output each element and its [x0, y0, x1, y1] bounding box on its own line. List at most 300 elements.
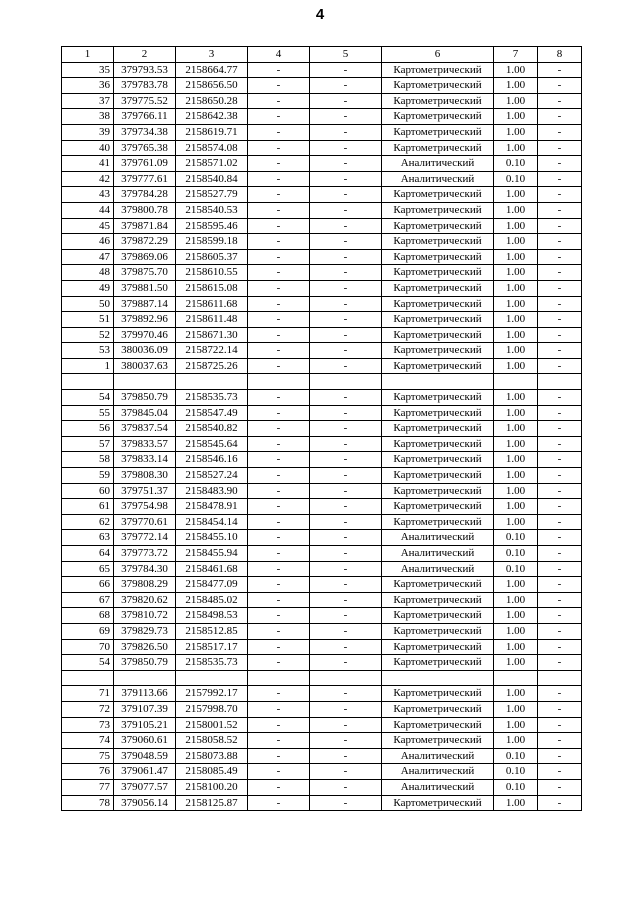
table-cell-col-2: 379881.50 — [114, 280, 176, 296]
table-cell-col-8: - — [538, 421, 582, 437]
table-cell-col-7: 1.00 — [494, 483, 538, 499]
table-row — [62, 327, 582, 343]
table-row — [62, 623, 582, 639]
table-cell-col-2: 379077.57 — [114, 779, 176, 795]
empty-cell — [382, 374, 494, 390]
table-row — [62, 779, 582, 795]
table-cell-col-2: 379060.61 — [114, 733, 176, 749]
table-cell-col-3: 2158477.09 — [176, 577, 248, 593]
empty-cell — [248, 374, 310, 390]
table-cell-col-8: - — [538, 561, 582, 577]
table-cell-col-4: - — [248, 218, 310, 234]
table-cell-col-2: 380037.63 — [114, 358, 176, 374]
table-cell-col-8: - — [538, 748, 582, 764]
table-row — [62, 358, 582, 374]
table-cell-col-1: 57 — [62, 436, 114, 452]
table-cell-col-6: Картометрический — [382, 202, 494, 218]
table-cell-col-6: Аналитический — [382, 156, 494, 172]
table-cell-col-8: - — [538, 234, 582, 250]
table-cell-col-8: - — [538, 452, 582, 468]
empty-cell — [538, 374, 582, 390]
table-cell-col-5: - — [310, 514, 382, 530]
table-cell-col-2: 379829.73 — [114, 623, 176, 639]
table-cell-col-5: - — [310, 436, 382, 452]
table-cell-col-5: - — [310, 623, 382, 639]
table-cell-col-2: 379887.14 — [114, 296, 176, 312]
table-row — [62, 717, 582, 733]
table-cell-col-2: 379875.70 — [114, 265, 176, 281]
table-cell-col-3: 2158517.17 — [176, 639, 248, 655]
table-cell-col-5: - — [310, 405, 382, 421]
table-cell-col-1: 37 — [62, 93, 114, 109]
table-cell-col-8: - — [538, 717, 582, 733]
table-cell-col-2: 379872.29 — [114, 234, 176, 250]
table-cell-col-2: 380036.09 — [114, 343, 176, 359]
column-header-6: 6 — [382, 47, 494, 63]
table-cell-col-3: 2158498.53 — [176, 608, 248, 624]
table-cell-col-5: - — [310, 327, 382, 343]
table-cell-col-8: - — [538, 78, 582, 94]
table-row — [62, 140, 582, 156]
table-cell-col-5: - — [310, 764, 382, 780]
table-cell-col-1: 72 — [62, 701, 114, 717]
table-cell-col-3: 2158656.50 — [176, 78, 248, 94]
table-cell-col-7: 1.00 — [494, 436, 538, 452]
table-cell-col-3: 2158610.55 — [176, 265, 248, 281]
table-cell-col-5: - — [310, 592, 382, 608]
table-cell-col-2: 379107.39 — [114, 701, 176, 717]
table-cell-col-1: 64 — [62, 546, 114, 562]
table-row — [62, 608, 582, 624]
table-cell-col-4: - — [248, 202, 310, 218]
table-cell-col-6: Картометрический — [382, 312, 494, 328]
table-cell-col-8: - — [538, 312, 582, 328]
table-cell-col-2: 379761.09 — [114, 156, 176, 172]
table-cell-col-7: 1.00 — [494, 701, 538, 717]
table-cell-col-8: - — [538, 187, 582, 203]
table-cell-col-4: - — [248, 779, 310, 795]
table-cell-col-1: 44 — [62, 202, 114, 218]
table-cell-col-7: 0.10 — [494, 156, 538, 172]
table-cell-col-7: 0.10 — [494, 779, 538, 795]
empty-cell — [114, 374, 176, 390]
table-row — [62, 483, 582, 499]
table-cell-col-8: - — [538, 577, 582, 593]
table-cell-col-1: 68 — [62, 608, 114, 624]
table-cell-col-3: 2158100.20 — [176, 779, 248, 795]
table-cell-col-5: - — [310, 468, 382, 484]
table-cell-col-3: 2158485.02 — [176, 592, 248, 608]
page-number: 4 — [315, 6, 325, 23]
table-cell-col-7: 1.00 — [494, 124, 538, 140]
table-cell-col-5: - — [310, 483, 382, 499]
table-cell-col-3: 2158527.24 — [176, 468, 248, 484]
table-cell-col-6: Аналитический — [382, 561, 494, 577]
table-cell-col-4: - — [248, 265, 310, 281]
table-cell-col-6: Картометрический — [382, 608, 494, 624]
table-cell-col-4: - — [248, 109, 310, 125]
table-cell-col-1: 61 — [62, 499, 114, 515]
table-cell-col-7: 1.00 — [494, 78, 538, 94]
table-cell-col-8: - — [538, 701, 582, 717]
table-cell-col-1: 66 — [62, 577, 114, 593]
table-cell-col-8: - — [538, 265, 582, 281]
table-cell-col-8: - — [538, 764, 582, 780]
table-cell-col-6: Аналитический — [382, 171, 494, 187]
table-cell-col-8: - — [538, 436, 582, 452]
table-cell-col-7: 0.10 — [494, 748, 538, 764]
table-cell-col-5: - — [310, 779, 382, 795]
table-cell-col-1: 55 — [62, 405, 114, 421]
table-cell-col-4: - — [248, 748, 310, 764]
table-cell-col-6: Картометрический — [382, 93, 494, 109]
table-cell-col-5: - — [310, 499, 382, 515]
table-cell-col-8: - — [538, 343, 582, 359]
table-body — [62, 62, 582, 811]
table-cell-col-7: 1.00 — [494, 218, 538, 234]
table-cell-col-3: 2158540.82 — [176, 421, 248, 437]
table-cell-col-6: Картометрический — [382, 623, 494, 639]
table-cell-col-3: 2158725.26 — [176, 358, 248, 374]
table-cell-col-6: Картометрический — [382, 343, 494, 359]
table-cell-col-4: - — [248, 343, 310, 359]
table-cell-col-7: 1.00 — [494, 717, 538, 733]
table-cell-col-6: Картометрический — [382, 655, 494, 671]
table-cell-col-4: - — [248, 390, 310, 406]
table-cell-col-1: 65 — [62, 561, 114, 577]
table-cell-col-8: - — [538, 499, 582, 515]
table-row — [62, 468, 582, 484]
table-cell-col-1: 50 — [62, 296, 114, 312]
table-cell-col-2: 379820.62 — [114, 592, 176, 608]
table-cell-col-2: 379826.50 — [114, 639, 176, 655]
table-row — [62, 748, 582, 764]
table-cell-col-2: 379800.78 — [114, 202, 176, 218]
table-cell-col-4: - — [248, 623, 310, 639]
table-cell-col-1: 52 — [62, 327, 114, 343]
table-row — [62, 499, 582, 515]
table-cell-col-7: 1.00 — [494, 93, 538, 109]
table-cell-col-3: 2158085.49 — [176, 764, 248, 780]
empty-cell — [176, 374, 248, 390]
table-cell-col-4: - — [248, 717, 310, 733]
table-cell-col-3: 2158527.79 — [176, 187, 248, 203]
table-cell-col-3: 2158545.64 — [176, 436, 248, 452]
coordinates-table — [61, 46, 582, 811]
table-cell-col-2: 379056.14 — [114, 795, 176, 811]
table-cell-col-1: 38 — [62, 109, 114, 125]
table-cell-col-6: Картометрический — [382, 592, 494, 608]
table-cell-col-6: Картометрический — [382, 577, 494, 593]
table-cell-col-4: - — [248, 499, 310, 515]
table-row — [62, 421, 582, 437]
table-cell-col-6: Картометрический — [382, 390, 494, 406]
table-cell-col-1: 36 — [62, 78, 114, 94]
table-cell-col-7: 1.00 — [494, 312, 538, 328]
table-cell-col-5: - — [310, 140, 382, 156]
table-cell-col-2: 379837.54 — [114, 421, 176, 437]
table-cell-col-4: - — [248, 156, 310, 172]
table-cell-col-3: 2158455.10 — [176, 530, 248, 546]
table-cell-col-6: Картометрический — [382, 265, 494, 281]
table-row — [62, 249, 582, 265]
table-cell-col-2: 379775.52 — [114, 93, 176, 109]
table-cell-col-1: 71 — [62, 686, 114, 702]
table-cell-col-4: - — [248, 468, 310, 484]
table-cell-col-4: - — [248, 312, 310, 328]
table-cell-col-1: 77 — [62, 779, 114, 795]
column-header-1: 1 — [62, 47, 114, 63]
table-cell-col-6: Картометрический — [382, 499, 494, 515]
empty-cell — [62, 670, 114, 686]
table-cell-col-3: 2158615.08 — [176, 280, 248, 296]
table-cell-col-3: 2158535.73 — [176, 390, 248, 406]
table-cell-col-8: - — [538, 639, 582, 655]
table-cell-col-1: 75 — [62, 748, 114, 764]
table-cell-col-2: 379833.57 — [114, 436, 176, 452]
empty-cell — [538, 670, 582, 686]
table-cell-col-8: - — [538, 62, 582, 78]
table-cell-col-8: - — [538, 156, 582, 172]
table-cell-col-4: - — [248, 795, 310, 811]
table-cell-col-5: - — [310, 358, 382, 374]
table-cell-col-3: 2158073.88 — [176, 748, 248, 764]
empty-cell — [62, 374, 114, 390]
empty-cell — [382, 670, 494, 686]
table-cell-col-7: 1.00 — [494, 405, 538, 421]
table-cell-col-2: 379773.72 — [114, 546, 176, 562]
table-cell-col-4: - — [248, 764, 310, 780]
table-cell-col-1: 45 — [62, 218, 114, 234]
table-cell-col-2: 379793.53 — [114, 62, 176, 78]
table-cell-col-2: 379869.06 — [114, 249, 176, 265]
table-cell-col-4: - — [248, 405, 310, 421]
table-cell-col-7: 0.10 — [494, 764, 538, 780]
table-cell-col-6: Картометрический — [382, 140, 494, 156]
table-cell-col-5: - — [310, 156, 382, 172]
table-cell-col-8: - — [538, 623, 582, 639]
table-row — [62, 514, 582, 530]
table-cell-col-7: 1.00 — [494, 296, 538, 312]
table-cell-col-5: - — [310, 124, 382, 140]
table-cell-col-5: - — [310, 171, 382, 187]
table-cell-col-6: Картометрический — [382, 468, 494, 484]
table-cell-col-4: - — [248, 280, 310, 296]
table-cell-col-3: 2158478.91 — [176, 499, 248, 515]
table-cell-col-4: - — [248, 701, 310, 717]
table-cell-col-1: 42 — [62, 171, 114, 187]
table-row — [62, 296, 582, 312]
table-cell-col-8: - — [538, 733, 582, 749]
table-cell-col-6: Картометрический — [382, 62, 494, 78]
table-cell-col-3: 2158540.84 — [176, 171, 248, 187]
table-cell-col-8: - — [538, 592, 582, 608]
table-cell-col-1: 39 — [62, 124, 114, 140]
table-cell-col-4: - — [248, 561, 310, 577]
table-cell-col-3: 2158454.14 — [176, 514, 248, 530]
table-cell-col-1: 46 — [62, 234, 114, 250]
table-cell-col-1: 59 — [62, 468, 114, 484]
table-cell-col-5: - — [310, 655, 382, 671]
table-cell-col-4: - — [248, 187, 310, 203]
table-cell-col-1: 56 — [62, 421, 114, 437]
table-cell-col-7: 1.00 — [494, 280, 538, 296]
table-cell-col-2: 379113.66 — [114, 686, 176, 702]
table-cell-col-2: 379048.59 — [114, 748, 176, 764]
empty-cell — [310, 670, 382, 686]
table-row — [62, 701, 582, 717]
table-cell-col-7: 1.00 — [494, 249, 538, 265]
table-cell-col-1: 63 — [62, 530, 114, 546]
table-cell-col-4: - — [248, 452, 310, 468]
table-cell-col-8: - — [538, 249, 582, 265]
table-cell-col-1: 69 — [62, 623, 114, 639]
column-header-3: 3 — [176, 47, 248, 63]
table-cell-col-6: Картометрический — [382, 795, 494, 811]
table-cell-col-1: 35 — [62, 62, 114, 78]
table-cell-col-4: - — [248, 686, 310, 702]
table-cell-col-8: - — [538, 140, 582, 156]
column-header-5: 5 — [310, 47, 382, 63]
table-row — [62, 561, 582, 577]
table-row — [62, 639, 582, 655]
table-cell-col-3: 2158547.49 — [176, 405, 248, 421]
table-cell-col-6: Картометрический — [382, 639, 494, 655]
table-cell-col-1: 41 — [62, 156, 114, 172]
table-cell-col-5: - — [310, 296, 382, 312]
column-header-4: 4 — [248, 47, 310, 63]
table-cell-col-2: 379808.29 — [114, 577, 176, 593]
table-row — [62, 109, 582, 125]
table-cell-col-2: 379766.11 — [114, 109, 176, 125]
table-cell-col-4: - — [248, 249, 310, 265]
table-cell-col-5: - — [310, 265, 382, 281]
table-cell-col-1: 73 — [62, 717, 114, 733]
table-cell-col-8: - — [538, 546, 582, 562]
table-cell-col-6: Картометрический — [382, 701, 494, 717]
table-cell-col-6: Картометрический — [382, 249, 494, 265]
table-cell-col-4: - — [248, 639, 310, 655]
table-cell-col-1: 62 — [62, 514, 114, 530]
table-cell-col-6: Картометрический — [382, 686, 494, 702]
table-cell-col-4: - — [248, 483, 310, 499]
table-cell-col-8: - — [538, 390, 582, 406]
table-cell-col-6: Картометрический — [382, 717, 494, 733]
table-cell-col-7: 0.10 — [494, 561, 538, 577]
table-cell-col-7: 1.00 — [494, 514, 538, 530]
table-row — [62, 436, 582, 452]
table-cell-col-8: - — [538, 779, 582, 795]
table-row — [62, 686, 582, 702]
table-cell-col-8: - — [538, 327, 582, 343]
table-row — [62, 280, 582, 296]
table-cell-col-8: - — [538, 202, 582, 218]
table-cell-col-5: - — [310, 530, 382, 546]
table-cell-col-4: - — [248, 608, 310, 624]
empty-cell — [176, 670, 248, 686]
table-cell-col-2: 379061.47 — [114, 764, 176, 780]
table-cell-col-8: - — [538, 608, 582, 624]
table-cell-col-1: 51 — [62, 312, 114, 328]
table-row — [62, 577, 582, 593]
table-cell-col-1: 43 — [62, 187, 114, 203]
table-row — [62, 764, 582, 780]
table-cell-col-1: 54 — [62, 655, 114, 671]
table-cell-col-8: - — [538, 171, 582, 187]
table-cell-col-1: 40 — [62, 140, 114, 156]
table-cell-col-1: 53 — [62, 343, 114, 359]
table-cell-col-2: 379777.61 — [114, 171, 176, 187]
table-cell-col-4: - — [248, 530, 310, 546]
table-cell-col-1: 60 — [62, 483, 114, 499]
empty-cell — [114, 670, 176, 686]
table-cell-col-2: 379105.21 — [114, 717, 176, 733]
table-cell-col-8: - — [538, 124, 582, 140]
table-cell-col-2: 379734.38 — [114, 124, 176, 140]
table-cell-col-6: Картометрический — [382, 436, 494, 452]
table-cell-col-7: 1.00 — [494, 343, 538, 359]
table-row — [62, 265, 582, 281]
table-cell-col-6: Картометрический — [382, 483, 494, 499]
table-cell-col-4: - — [248, 78, 310, 94]
table-cell-col-2: 379970.46 — [114, 327, 176, 343]
table-cell-col-8: - — [538, 405, 582, 421]
table-cell-col-8: - — [538, 93, 582, 109]
table-cell-col-7: 1.00 — [494, 265, 538, 281]
table-cell-col-1: 48 — [62, 265, 114, 281]
table-cell-col-5: - — [310, 234, 382, 250]
table-cell-col-6: Картометрический — [382, 421, 494, 437]
table-cell-col-7: 1.00 — [494, 686, 538, 702]
table-cell-col-5: - — [310, 748, 382, 764]
table-row — [62, 343, 582, 359]
table-cell-col-5: - — [310, 93, 382, 109]
table-cell-col-4: - — [248, 592, 310, 608]
table-cell-col-6: Картометрический — [382, 358, 494, 374]
table-cell-col-2: 379871.84 — [114, 218, 176, 234]
table-cell-col-4: - — [248, 514, 310, 530]
table-cell-col-6: Картометрический — [382, 280, 494, 296]
table-cell-col-1: 76 — [62, 764, 114, 780]
table-cell-col-6: Картометрический — [382, 109, 494, 125]
table-cell-col-6: Картометрический — [382, 405, 494, 421]
table-cell-col-2: 379783.78 — [114, 78, 176, 94]
table-cell-col-7: 0.10 — [494, 546, 538, 562]
table-cell-col-6: Картометрический — [382, 514, 494, 530]
table-cell-col-2: 379765.38 — [114, 140, 176, 156]
table-cell-col-4: - — [248, 171, 310, 187]
table-cell-col-8: - — [538, 109, 582, 125]
table-cell-col-6: Картометрический — [382, 124, 494, 140]
table-cell-col-3: 2158125.87 — [176, 795, 248, 811]
table-row — [62, 452, 582, 468]
table-row — [62, 592, 582, 608]
table-cell-col-7: 1.00 — [494, 109, 538, 125]
table-cell-col-5: - — [310, 608, 382, 624]
table-cell-col-3: 2158512.85 — [176, 623, 248, 639]
column-header-7: 7 — [494, 47, 538, 63]
table-cell-col-2: 379845.04 — [114, 405, 176, 421]
table-cell-col-6: Картометрический — [382, 327, 494, 343]
table-cell-col-3: 2158483.90 — [176, 483, 248, 499]
table-cell-col-7: 1.00 — [494, 140, 538, 156]
table-cell-col-2: 379772.14 — [114, 530, 176, 546]
table-cell-col-5: - — [310, 62, 382, 78]
table-cell-col-6: Картометрический — [382, 78, 494, 94]
table-cell-col-8: - — [538, 483, 582, 499]
table-row — [62, 62, 582, 78]
table-cell-col-3: 2158605.37 — [176, 249, 248, 265]
